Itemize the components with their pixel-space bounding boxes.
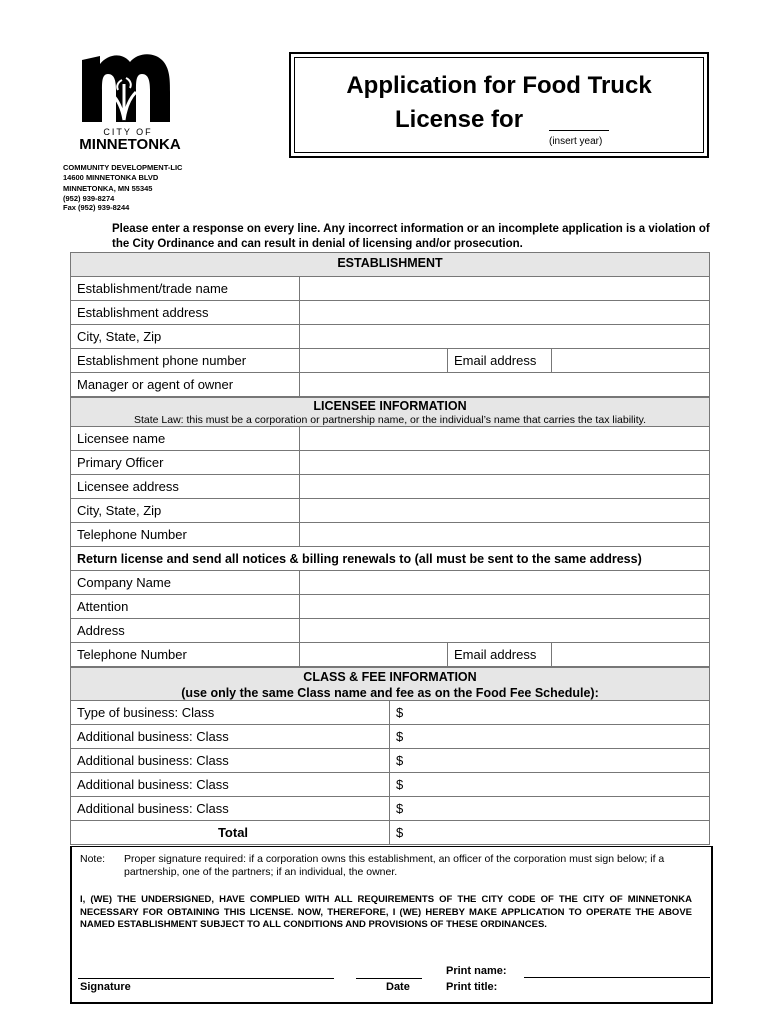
row-total: Total $ bbox=[70, 821, 710, 845]
return-phone-field[interactable] bbox=[299, 643, 447, 666]
date-label: Date bbox=[386, 981, 410, 993]
total-field[interactable]: $ bbox=[389, 821, 709, 844]
row-licensee-address: Licensee address bbox=[70, 475, 710, 499]
est-address-field[interactable] bbox=[299, 301, 709, 324]
title-box bbox=[289, 52, 709, 158]
establishment-header: ESTABLISHMENT bbox=[70, 252, 710, 277]
signature-field[interactable] bbox=[78, 978, 334, 979]
est-phone-field[interactable] bbox=[299, 349, 447, 372]
officer-field[interactable] bbox=[299, 451, 709, 474]
address-phone: (952) 939-8274 bbox=[63, 193, 115, 203]
licensee-phone-field[interactable] bbox=[299, 523, 709, 546]
note-text: Proper signature required: if a corporation owns this establishment, an officer of the corporation must sign below; if a partnership, one of the partners; if an individual, the owner. bbox=[124, 853, 665, 878]
address-city: MINNETONKA, MN 55345 bbox=[63, 183, 153, 193]
minnetonka-m-icon bbox=[78, 50, 182, 130]
fee-field-1[interactable]: $ bbox=[389, 701, 709, 724]
address-fax: Fax (952) 939-8244 bbox=[63, 203, 130, 213]
row-class-1: Type of business: Class $ bbox=[70, 701, 710, 725]
row-return-phone: Telephone Number Email address bbox=[70, 643, 710, 667]
row-class-3: Additional business: Class $ bbox=[70, 749, 710, 773]
print-name-label: Print name: bbox=[446, 965, 507, 977]
page-title-line2: License for bbox=[395, 106, 524, 133]
page-title: Application for Food Truck bbox=[346, 72, 652, 99]
date-field[interactable] bbox=[356, 978, 422, 979]
logo-city-name: MINNETONKA bbox=[79, 136, 181, 153]
row-attention: Attention bbox=[70, 595, 710, 619]
row-est-city: City, State, Zip bbox=[70, 325, 710, 349]
instructions: Please enter a response on every line. Any incorrect information or an incomplete application is a violation of the City Ordinance and can result in denial of licensing and/or prosecution. bbox=[112, 223, 710, 250]
licensee-address-field[interactable] bbox=[299, 475, 709, 498]
print-title-label: Print title: bbox=[446, 981, 498, 993]
row-licensee-phone: Telephone Number bbox=[70, 523, 710, 547]
signature-box bbox=[70, 846, 713, 1004]
row-est-phone: Establishment phone number Email address bbox=[70, 349, 710, 373]
row-licensee-city: City, State, Zip bbox=[70, 499, 710, 523]
address-street: 14600 MINNETONKA BLVD bbox=[63, 173, 159, 183]
return-email-field[interactable] bbox=[551, 643, 709, 666]
fee-field-2[interactable]: $ bbox=[389, 725, 709, 748]
address-block bbox=[63, 163, 182, 213]
row-est-address: Establishment address bbox=[70, 301, 710, 325]
attention-field[interactable] bbox=[299, 595, 709, 618]
signature-label: Signature bbox=[80, 981, 131, 993]
licensee-city-field[interactable] bbox=[299, 499, 709, 522]
row-class-5: Additional business: Class $ bbox=[70, 797, 710, 821]
fee-field-3[interactable]: $ bbox=[389, 749, 709, 772]
fee-field-5[interactable]: $ bbox=[389, 797, 709, 820]
licensee-header: LICENSEE INFORMATION State Law: this must be a corporation or partnership name, or the individual’s name that carries the tax liability. bbox=[70, 397, 710, 427]
licensee-name-field[interactable] bbox=[299, 427, 709, 450]
return-header: Return license and send all notices & billing renewals to (all must be sent to the same address) bbox=[70, 547, 710, 571]
print-name-field[interactable] bbox=[524, 977, 710, 978]
trade-name-field[interactable] bbox=[299, 277, 709, 300]
row-trade-name: Establishment/trade name bbox=[70, 277, 710, 301]
year-hint: (insert year) bbox=[549, 136, 603, 147]
row-return-address: Address bbox=[70, 619, 710, 643]
return-address-field[interactable] bbox=[299, 619, 709, 642]
note-label: Note: bbox=[80, 853, 106, 865]
row-licensee-name: Licensee name bbox=[70, 427, 710, 451]
row-class-2: Additional business: Class $ bbox=[70, 725, 710, 749]
year-field[interactable] bbox=[549, 130, 609, 131]
class-fee-header: CLASS & FEE INFORMATION (use only the same Class name and fee as on the Food Fee Schedule): bbox=[70, 667, 710, 701]
fee-field-4[interactable]: $ bbox=[389, 773, 709, 796]
row-class-4: Additional business: Class $ bbox=[70, 773, 710, 797]
est-email-field[interactable] bbox=[551, 349, 709, 372]
company-field[interactable] bbox=[299, 571, 709, 594]
logo-city-of: CITY OF bbox=[103, 127, 153, 137]
row-company: Company Name bbox=[70, 571, 710, 595]
est-city-field[interactable] bbox=[299, 325, 709, 348]
row-officer: Primary Officer bbox=[70, 451, 710, 475]
declaration: I, (WE) THE UNDERSIGNED, HAVE COMPLIED WITH ALL REQUIREMENTS OF THE CITY CODE OF THE CITY OF MINNETONKA NECESSARY FOR OBTAINING THIS LICENSE. NOW, THEREFORE, I (WE) HEREBY MAKE APPLICATION TO OPERATE THE ABOVE NAMED ESTABLISHMENT SUBJECT TO ALL CONDITIONS AND PROVISIONS OF THESE ORDINANCES. bbox=[80, 894, 692, 930]
city-logo bbox=[78, 50, 182, 152]
row-manager: Manager or agent of owner bbox=[70, 373, 710, 397]
address-dept: COMMUNITY DEVELOPMENT-LIC bbox=[63, 163, 183, 172]
manager-field[interactable] bbox=[299, 373, 709, 396]
